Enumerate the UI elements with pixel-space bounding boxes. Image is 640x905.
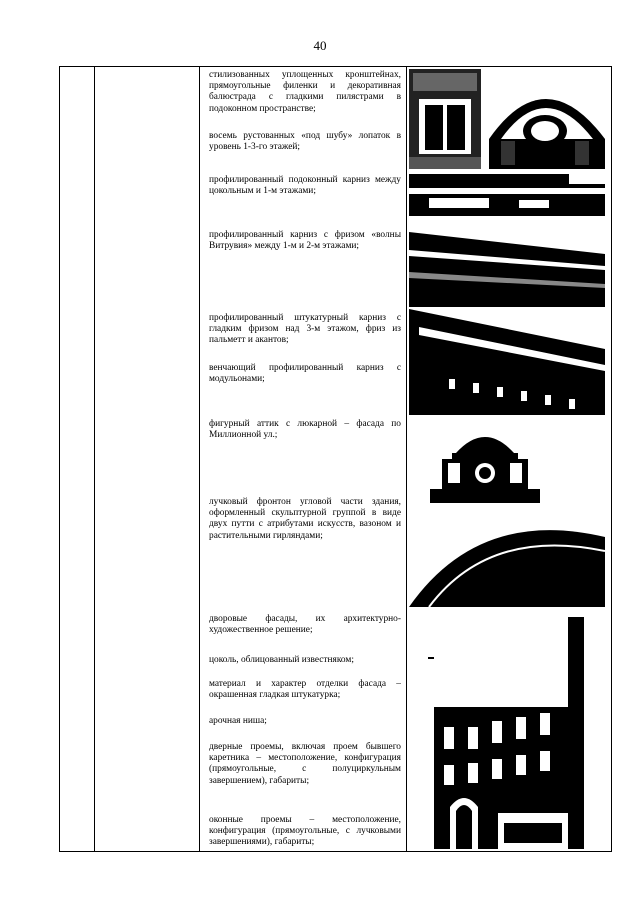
entry-text: арочная ниша; bbox=[209, 716, 267, 726]
column-divider bbox=[94, 67, 95, 851]
entry-text: профилированный карниз с фризом «волны Витрувия» между 1-м и 2-м этажами; bbox=[209, 230, 401, 252]
page-number: 40 bbox=[313, 38, 327, 53]
photo-courtyard-facades bbox=[428, 617, 584, 849]
photo-facade-windows bbox=[409, 69, 605, 169]
entry-text: венчающий профилированный карниз с модульонами; bbox=[209, 363, 401, 385]
photo-attic-lucarne bbox=[430, 423, 540, 503]
entry-text: лучковый фронтон угловой части здания, оформленный скульптурной группой в виде двух путти с атрибутами искусств, вазоном и растительными гирляндами; bbox=[209, 497, 401, 541]
document-table bbox=[59, 66, 612, 852]
entry-text: дверные проемы, включая проем бывшего каретника – местоположение, конфигурация (прямоугольные, с полуциркульным завершением), габариты; bbox=[209, 742, 401, 786]
column-divider bbox=[199, 67, 200, 851]
entry-text: цоколь, облицованный известняком; bbox=[209, 655, 354, 665]
entry-text: фигурный аттик с люкарной – фасада по Миллионной ул.; bbox=[209, 419, 401, 441]
entry-text: оконные проемы – местоположение, конфигурация (прямоугольные, с лучковыми завершениями), габариты; bbox=[209, 815, 401, 848]
photo-segmental-pediment bbox=[409, 517, 605, 607]
entry-text: стилизованных уплощенных кронштейнах, прямоугольные филенки и декоративная балюстрада с гладкими пилястрами в подоконном пространстве; bbox=[209, 70, 401, 114]
entry-text: восемь рустованных «под шубу» лопаток в уровень 1-3-го этажей; bbox=[209, 131, 401, 153]
entry-text: дворовые фасады, их архитектурно-художественное решение; bbox=[209, 614, 401, 636]
column-divider bbox=[406, 67, 407, 851]
entry-text: профилированный подоконный карниз между цокольным и 1-м этажами; bbox=[209, 175, 401, 197]
photo-crowning-cornice bbox=[409, 309, 605, 415]
entry-text: материал и характер отделки фасада – окрашенная гладкая штукатурка; bbox=[209, 679, 401, 701]
photo-vitruvian-cornice bbox=[409, 232, 605, 307]
photo-sill-cornice bbox=[409, 174, 605, 216]
entry-text: профилированный штукатурный карниз с гладким фризом над 3-м этажом, фриз из пальметт и акантов; bbox=[209, 313, 401, 346]
